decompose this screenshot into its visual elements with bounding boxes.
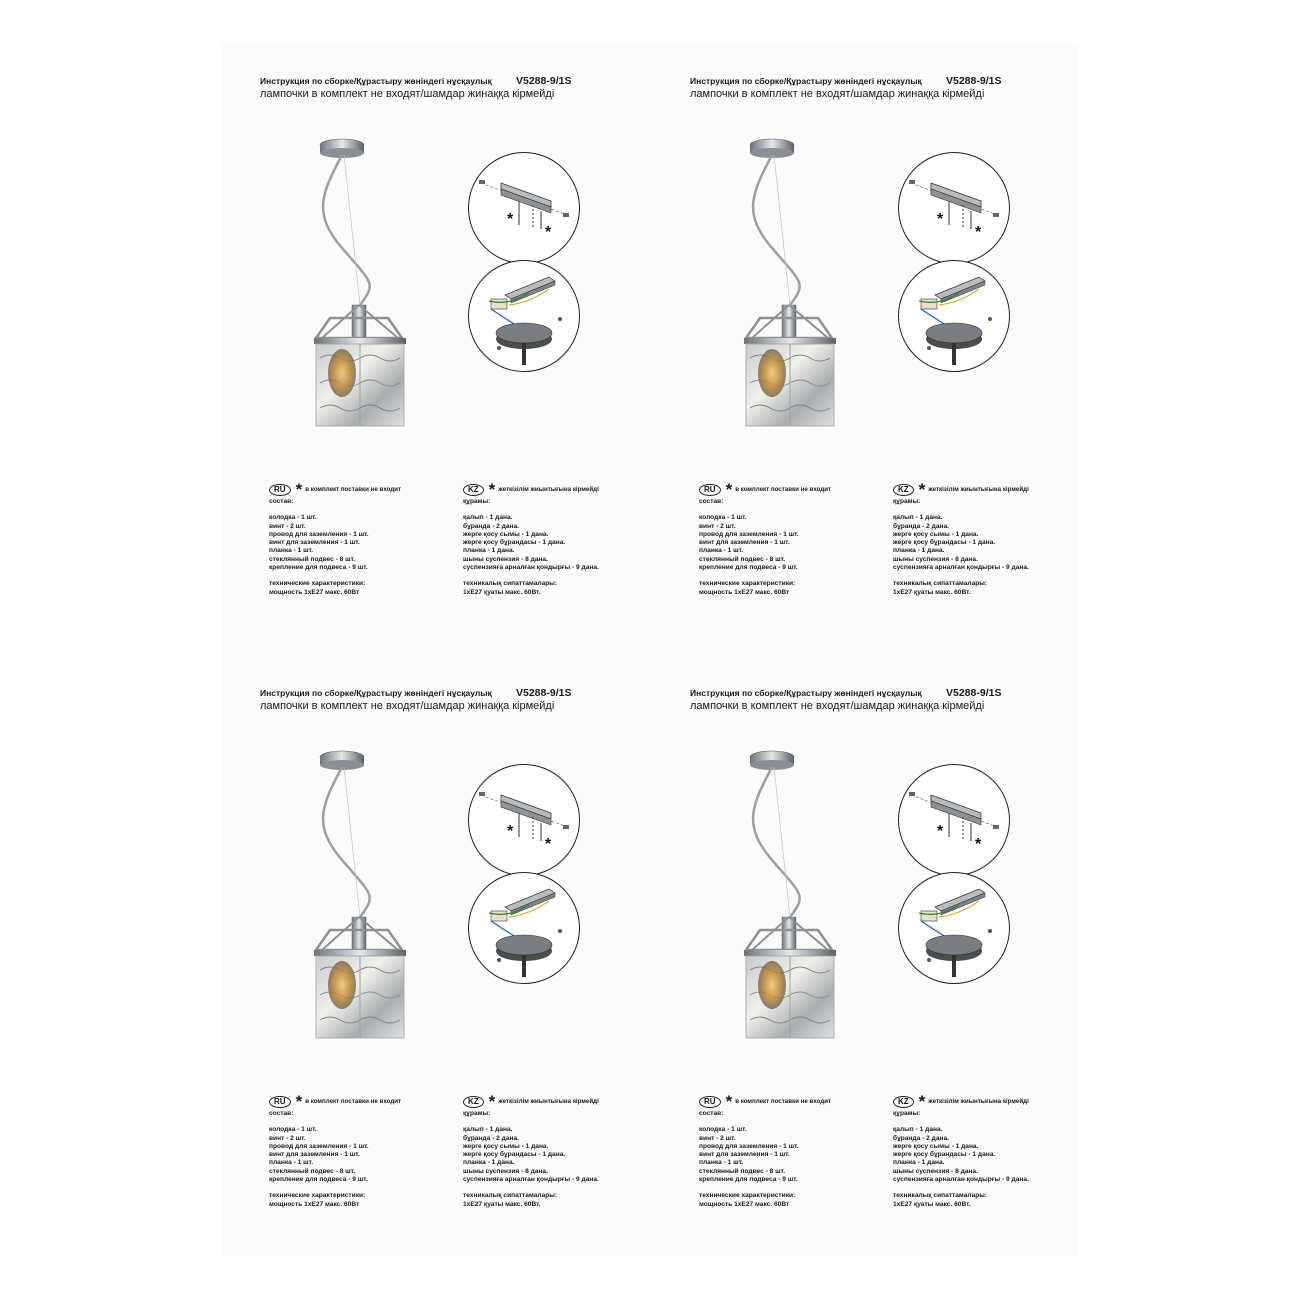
bulbs-note: лампочки в комплект не входят/шамдар жинаққа кірмейді	[260, 700, 555, 712]
list-item: винт - 2 шт.	[269, 522, 306, 530]
mounting-bracket-diagram	[898, 152, 1010, 264]
list-item: стеклянный подвес - 8 шт.	[699, 555, 786, 563]
kz-items-list	[893, 1126, 1068, 1184]
svg-text:*: *	[545, 836, 552, 853]
kz-tech-value: 1xE27 қуаты макс. 60Вт.	[463, 1200, 541, 1208]
list-item: планка - 1 дана.	[893, 1159, 945, 1167]
list-item: бұранда - 2 дана.	[893, 1134, 949, 1142]
list-item: крепление для подвеса - 9 шт.	[269, 564, 368, 572]
list-item: жерге қосу сымы - 1 дана.	[893, 1142, 979, 1150]
kz-tech-value: 1xE27 қуаты макс. 60Вт.	[463, 588, 541, 596]
list-item: шыны суспензия - 8 дана.	[463, 555, 548, 563]
list-item: стеклянный подвес - 8 шт.	[699, 1167, 786, 1175]
list-item: провод для заземления - 1 шт.	[699, 1142, 799, 1150]
kz-composition-label: құрамы:	[893, 498, 921, 505]
list-item: планка - 1 дана.	[463, 1159, 515, 1167]
list-item: стеклянный подвес - 8 шт.	[269, 555, 356, 563]
asterisk-icon: *	[725, 1092, 733, 1111]
list-item: винт - 2 шт.	[269, 1134, 306, 1142]
kz-badge: KZ	[463, 484, 484, 496]
instruction-panel-2	[652, 43, 1072, 643]
kz-section	[463, 480, 638, 597]
list-item: крепление для подвеса - 9 шт.	[699, 564, 798, 572]
list-item: бұранда - 2 дана.	[463, 522, 519, 530]
list-item: планка - 1 шт.	[699, 1159, 744, 1167]
model-number: V5288-9/1S	[516, 75, 572, 87]
list-item: суспензияға арналған қондырғы - 9 дана.	[893, 1176, 1029, 1184]
ru-not-included-note: в комплект поставки не входит	[735, 1097, 832, 1105]
svg-text:*: *	[975, 224, 982, 241]
ru-not-included-note: в комплект поставки не входит	[305, 1097, 402, 1105]
asterisk-icon: *	[918, 480, 926, 499]
list-item: жерге қосу сымы - 1 дана.	[893, 530, 979, 538]
list-item: крепление для подвеса - 9 шт.	[269, 1176, 368, 1184]
asterisk-icon: *	[488, 480, 496, 499]
kz-tech-label: техникалық сипаттамалары:	[893, 580, 988, 588]
kz-section	[463, 1092, 638, 1209]
list-item: колодка - 1 шт.	[269, 1126, 317, 1134]
list-item: жерге қосу бұрандасы - 1 дана.	[893, 539, 996, 547]
ceiling-connection-diagram	[898, 872, 1010, 984]
asterisk-icon: *	[918, 1092, 926, 1111]
ru-not-included-note: в комплект поставки не входит	[735, 485, 832, 493]
mounting-bracket-diagram	[468, 764, 580, 876]
ru-items-list	[699, 514, 889, 572]
ru-tech-value: мощность 1xE27 макс. 60Вт	[699, 588, 790, 596]
ru-section	[269, 480, 459, 597]
kz-section	[893, 1092, 1068, 1209]
model-number: V5288-9/1S	[946, 687, 1002, 699]
bulbs-note: лампочки в комплект не входят/шамдар жинаққа кірмейді	[690, 700, 985, 712]
list-item: колодка - 1 шт.	[699, 1126, 747, 1134]
pendant-lamp-illustration	[732, 745, 852, 1045]
kz-badge: KZ	[893, 1096, 914, 1108]
kz-not-included-note: жеткізілім жиынтығына кірмейді	[498, 1097, 599, 1105]
list-item: планка - 1 шт.	[699, 547, 744, 555]
kz-not-included-note: жеткізілім жиынтығына кірмейді	[928, 1097, 1029, 1105]
kz-items-list	[463, 1126, 638, 1184]
ru-tech-label: технические характеристики:	[269, 580, 366, 588]
list-item: винт для заземления - 1 шт.	[269, 539, 360, 547]
list-item: шыны суспензия - 8 дана.	[893, 555, 978, 563]
list-item: винт - 2 шт.	[699, 522, 736, 530]
ru-composition-label: состав:	[269, 498, 294, 505]
ceiling-connection-diagram	[468, 872, 580, 984]
list-item: шыны суспензия - 8 дана.	[893, 1167, 978, 1175]
list-item: провод для заземления - 1 шт.	[699, 530, 799, 538]
kz-items-list	[463, 514, 638, 572]
list-item: қалып - 1 дана.	[893, 514, 943, 522]
ru-tech-label: технические характеристики:	[699, 1192, 796, 1200]
ru-not-included-note: в комплект поставки не входит	[305, 485, 402, 493]
list-item: колодка - 1 шт.	[269, 514, 317, 522]
list-item: суспензияға арналған қондырғы - 9 дана.	[463, 564, 599, 572]
list-item: провод для заземления - 1 шт.	[269, 530, 369, 538]
asterisk-icon: *	[295, 1092, 303, 1111]
list-item: провод для заземления - 1 шт.	[269, 1142, 369, 1150]
list-item: жерге қосу бұрандасы - 1 дана.	[463, 539, 566, 547]
svg-text:*: *	[507, 211, 514, 228]
list-item: жерге қосу бұрандасы - 1 дана.	[463, 1151, 566, 1159]
kz-tech-label: техникалық сипаттамалары:	[893, 1192, 988, 1200]
list-item: крепление для подвеса - 9 шт.	[699, 1176, 798, 1184]
instruction-panel-1	[222, 43, 642, 643]
bulbs-note: лампочки в комплект не входят/шамдар жинаққа кірмейді	[690, 88, 985, 100]
kz-not-included-note: жеткізілім жиынтығына кірмейді	[928, 485, 1029, 493]
ru-tech-label: технические характеристики:	[269, 1192, 366, 1200]
ceiling-connection-diagram	[898, 260, 1010, 372]
kz-composition-label: құрамы:	[463, 1110, 491, 1117]
panel-title: Инструкция по сборке/Құрастыру жөніндегі нұсқаулық	[690, 688, 922, 698]
mounting-bracket-diagram	[898, 764, 1010, 876]
list-item: винт для заземления - 1 шт.	[699, 1151, 790, 1159]
list-item: винт для заземления - 1 шт.	[699, 539, 790, 547]
pendant-lamp-illustration	[302, 133, 422, 433]
ru-badge: RU	[699, 1096, 721, 1108]
model-number: V5288-9/1S	[516, 687, 572, 699]
ceiling-connection-diagram	[468, 260, 580, 372]
list-item: қалып - 1 дана.	[463, 1126, 513, 1134]
ru-tech-label: технические характеристики:	[699, 580, 796, 588]
kz-composition-label: құрамы:	[463, 498, 491, 505]
kz-badge: KZ	[893, 484, 914, 496]
list-item: қалып - 1 дана.	[463, 514, 513, 522]
list-item: планка - 1 дана.	[463, 547, 515, 555]
kz-items-list	[893, 514, 1068, 572]
pendant-lamp-illustration	[302, 745, 422, 1045]
panel-title: Инструкция по сборке/Құрастыру жөніндегі нұсқаулық	[690, 76, 922, 86]
ru-section	[699, 1092, 889, 1209]
ru-badge: RU	[269, 1096, 291, 1108]
list-item: колодка - 1 шт.	[699, 514, 747, 522]
svg-text:*: *	[937, 211, 944, 228]
list-item: стеклянный подвес - 8 шт.	[269, 1167, 356, 1175]
kz-section	[893, 480, 1068, 597]
list-item: суспензияға арналған қондырғы - 9 дана.	[893, 564, 1029, 572]
list-item: винт - 2 шт.	[699, 1134, 736, 1142]
ru-items-list	[269, 1126, 459, 1184]
list-item: жерге қосу сымы - 1 дана.	[463, 530, 549, 538]
ru-tech-value: мощность 1xE27 макс. 60Вт	[699, 1200, 790, 1208]
kz-tech-label: техникалық сипаттамалары:	[463, 580, 558, 588]
ru-tech-value: мощность 1xE27 макс. 60Вт	[269, 1200, 360, 1208]
list-item: суспензияға арналған қондырғы - 9 дана.	[463, 1176, 599, 1184]
instruction-panel-3	[222, 655, 642, 1255]
list-item: жерге қосу сымы - 1 дана.	[463, 1142, 549, 1150]
asterisk-icon: *	[725, 480, 733, 499]
svg-text:*: *	[937, 823, 944, 840]
bulbs-note: лампочки в комплект не входят/шамдар жинаққа кірмейді	[260, 88, 555, 100]
list-item: қалып - 1 дана.	[893, 1126, 943, 1134]
list-item: винт для заземления - 1 шт.	[269, 1151, 360, 1159]
asterisk-icon: *	[488, 1092, 496, 1111]
panel-title: Инструкция по сборке/Құрастыру жөніндегі нұсқаулық	[260, 76, 492, 86]
kz-badge: KZ	[463, 1096, 484, 1108]
ru-composition-label: состав:	[699, 498, 724, 505]
model-number: V5288-9/1S	[946, 75, 1002, 87]
svg-text:*: *	[545, 224, 552, 241]
pendant-lamp-illustration	[732, 133, 852, 433]
list-item: планка - 1 дана.	[893, 547, 945, 555]
list-item: бұранда - 2 дана.	[893, 522, 949, 530]
mounting-bracket-diagram	[468, 152, 580, 264]
kz-tech-label: техникалық сипаттамалары:	[463, 1192, 558, 1200]
kz-not-included-note: жеткізілім жиынтығына кірмейді	[498, 485, 599, 493]
ru-badge: RU	[699, 484, 721, 496]
list-item: шыны суспензия - 8 дана.	[463, 1167, 548, 1175]
ru-items-list	[269, 514, 459, 572]
list-item: жерге қосу бұрандасы - 1 дана.	[893, 1151, 996, 1159]
ru-badge: RU	[269, 484, 291, 496]
kz-tech-value: 1xE27 қуаты макс. 60Вт.	[893, 1200, 971, 1208]
ru-section	[699, 480, 889, 597]
list-item: планка - 1 шт.	[269, 547, 314, 555]
ru-section	[269, 1092, 459, 1209]
kz-composition-label: құрамы:	[893, 1110, 921, 1117]
svg-text:*: *	[507, 823, 514, 840]
list-item: бұранда - 2 дана.	[463, 1134, 519, 1142]
instruction-panel-4	[652, 655, 1072, 1255]
svg-text:*: *	[975, 836, 982, 853]
ru-composition-label: состав:	[699, 1110, 724, 1117]
ru-items-list	[699, 1126, 889, 1184]
list-item: планка - 1 шт.	[269, 1159, 314, 1167]
ru-composition-label: состав:	[269, 1110, 294, 1117]
kz-tech-value: 1xE27 қуаты макс. 60Вт.	[893, 588, 971, 596]
asterisk-icon: *	[295, 480, 303, 499]
ru-tech-value: мощность 1xE27 макс. 60Вт	[269, 588, 360, 596]
panel-title: Инструкция по сборке/Құрастыру жөніндегі нұсқаулық	[260, 688, 492, 698]
